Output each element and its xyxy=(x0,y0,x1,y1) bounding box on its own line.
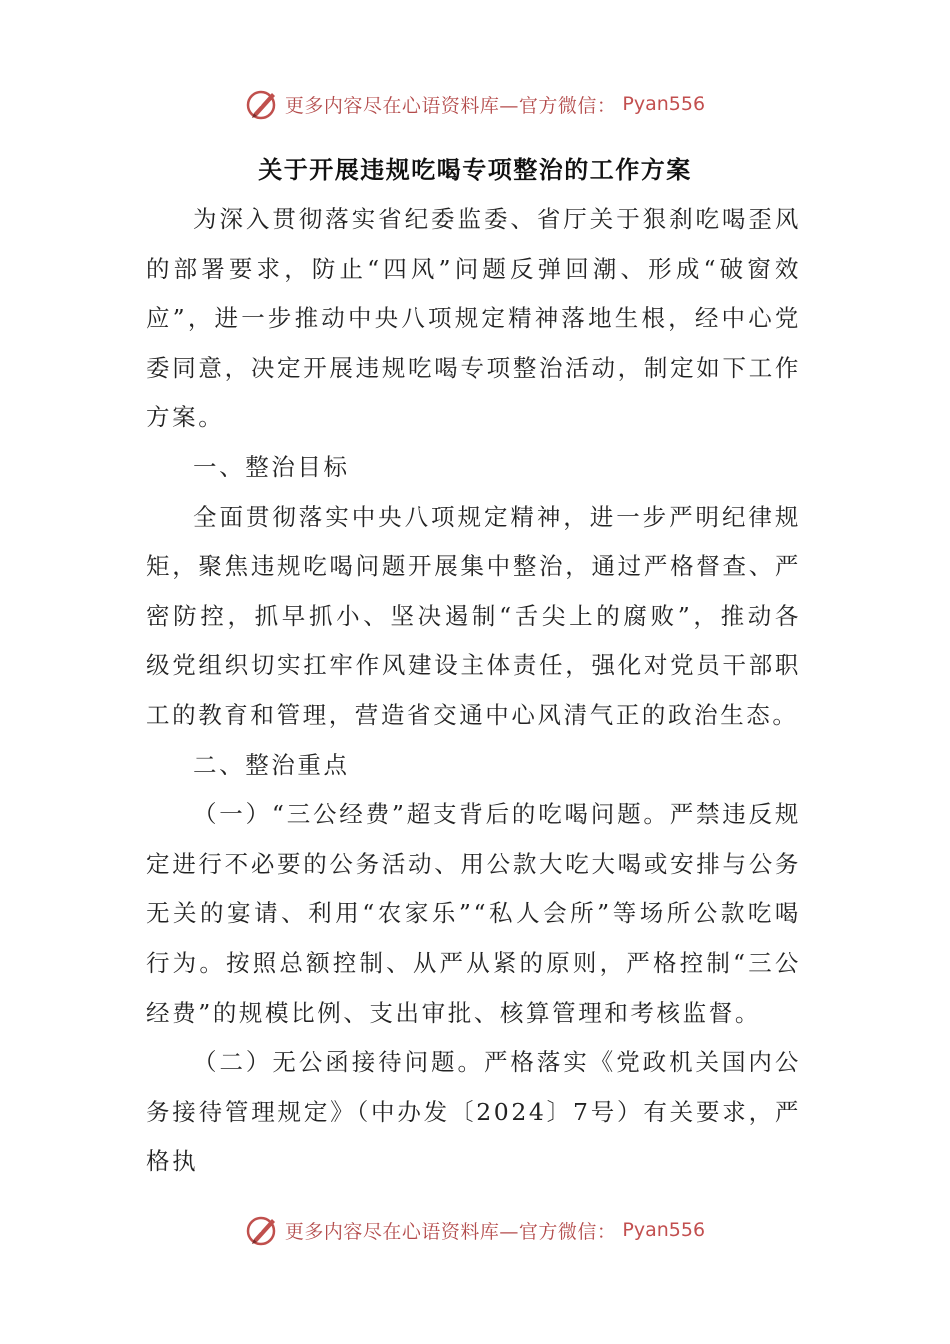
paragraph-focus-2: （二）无公函接待问题。严格落实《党政机关国内公务接待管理规定》（中办发〔2024〕7号）有关要求，严格执 xyxy=(146,1048,801,1176)
paragraph-focus-1: （一）“三公经费”超支背后的吃喝问题。严禁违反规定进行不必要的公务活动、用公款大吃大喝或安排与公务无关的宴请、利用“农家乐”“私人会所”等场所公款吃喝行为。按照总额控制、从严从紧的原则，严格控制“三公经费”的规模比例、支出审批、核算管理和考核监督。 xyxy=(146,800,801,1027)
pen-logo-icon xyxy=(245,1213,279,1247)
footer-watermark-banner xyxy=(0,1210,950,1250)
document-body xyxy=(146,195,801,1187)
paragraph-intro: 为深入贯彻落实省纪委监委、省厅关于狠刹吃喝歪风的部署要求，防止“四风”问题反弹回潮、形成“破窗效应”，进一步推动中央八项规定精神落地生根，经中心党委同意，决定开展违规吃喝专项整治活动，制定如下工作方案。 xyxy=(146,205,801,432)
banner-text: 更多内容尽在心语资料库—官方微信： xyxy=(284,94,617,117)
header-watermark-banner xyxy=(0,84,950,124)
section-heading-focus: 二、整治重点 xyxy=(193,750,350,779)
section-heading-goals: 一、整治目标 xyxy=(193,452,350,481)
banner-wechat-id: Pyan556 xyxy=(622,93,706,115)
banner-text: 更多内容尽在心语资料库—官方微信： xyxy=(284,1220,617,1243)
document-title: 关于开展违规吃喝专项整治的工作方案 xyxy=(258,156,692,184)
pen-logo-icon xyxy=(245,87,279,121)
banner-wechat-id: Pyan556 xyxy=(622,1219,706,1241)
paragraph-goals: 全面贯彻落实中央八项规定精神，进一步严明纪律规矩，聚焦违规吃喝问题开展集中整治，通过严格督查、严密防控，抓早抓小、坚决遏制“舌尖上的腐败”，推动各级党组织切实扛牢作风建设主体责任，强化对党员干部职工的教育和管理，营造省交通中心风清气正的政治生态。 xyxy=(146,502,801,729)
